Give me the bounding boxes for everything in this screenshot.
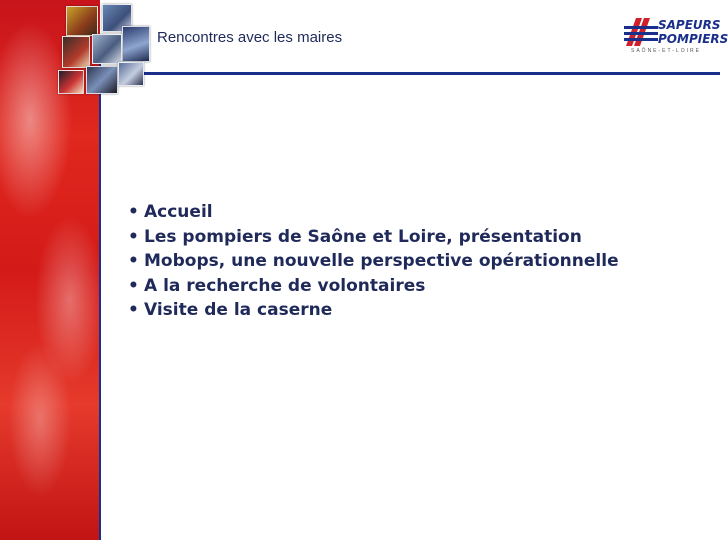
bullet: • <box>128 226 139 247</box>
logo-line-2: POMPIERS <box>658 32 728 46</box>
agenda-list <box>128 200 619 323</box>
blue-vertical-divider <box>99 60 101 540</box>
collage-photo-rescue <box>62 36 90 68</box>
agenda-item-volontaires <box>128 274 619 299</box>
photo-collage <box>58 4 150 94</box>
agenda-item-caserne <box>128 298 619 323</box>
bullet: • <box>128 300 139 320</box>
agenda-item-label: Accueil <box>144 202 213 222</box>
agenda-item-label: Visite de la caserne <box>144 300 333 320</box>
agenda-item-label: Les pompiers de Saône et Loire, présentation <box>144 226 582 247</box>
sdis-logo <box>620 14 728 60</box>
collage-photo-team <box>122 26 150 62</box>
collage-photo-crew <box>86 66 118 94</box>
collage-photo-firefighters <box>66 6 98 36</box>
logo-line-1: SAPEURS <box>658 18 721 32</box>
logo-subtitle: SAÔNE-ET-LOIRE <box>631 48 701 54</box>
agenda-item-pompiers <box>128 225 619 250</box>
collage-photo-vehicles <box>92 34 122 64</box>
page-title: Rencontres avec les maires <box>157 29 343 46</box>
flag-stripes-icon <box>622 16 658 48</box>
bullet: • <box>128 275 139 296</box>
agenda-item-accueil <box>128 200 619 225</box>
collage-photo-equipment <box>118 62 144 86</box>
agenda-item-label: Mobops, une nouvelle perspective opérationnelle <box>144 251 619 271</box>
collage-photo-helmet <box>58 70 84 94</box>
bullet: • <box>128 202 139 222</box>
bullet: • <box>128 251 139 271</box>
agenda-item-label: A la recherche de volontaires <box>144 275 426 296</box>
agenda-item-mobops <box>128 249 619 274</box>
blue-header-rule <box>99 72 720 75</box>
